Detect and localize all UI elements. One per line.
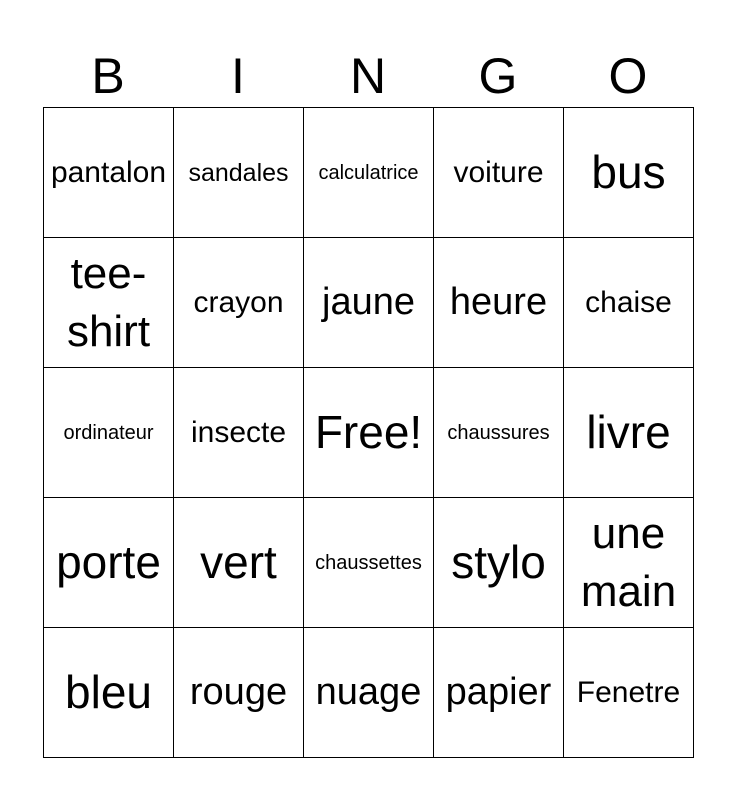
bingo-cell-r4c3[interactable]: chaussettes <box>304 498 434 628</box>
bingo-header <box>43 44 693 108</box>
header-letter-n: N <box>349 48 387 104</box>
bingo-cell-r1c2[interactable]: sandales <box>174 108 304 238</box>
bingo-cell-free-space[interactable]: Free! <box>304 368 434 498</box>
bingo-cell-r5c2[interactable]: rouge <box>174 628 304 758</box>
bingo-cell-r2c4[interactable]: heure <box>434 238 564 368</box>
bingo-board <box>43 107 694 758</box>
bingo-cell-r5c5[interactable]: Fenetre <box>564 628 694 758</box>
header-letter-i: I <box>231 48 245 104</box>
bingo-cell-r2c1[interactable]: tee-shirt <box>44 238 174 368</box>
header-letter-o: O <box>608 48 648 104</box>
bingo-cell-r1c4[interactable]: voiture <box>434 108 564 238</box>
bingo-cell-r4c2[interactable]: vert <box>174 498 304 628</box>
bingo-cell-r2c3[interactable]: jaune <box>304 238 434 368</box>
bingo-cell-r3c1[interactable]: ordinateur <box>44 368 174 498</box>
bingo-cell-r5c3[interactable]: nuage <box>304 628 434 758</box>
bingo-cell-r4c1[interactable]: porte <box>44 498 174 628</box>
bingo-cell-r1c3[interactable]: calculatrice <box>304 108 434 238</box>
bingo-cell-r3c5[interactable]: livre <box>564 368 694 498</box>
header-letter-g: G <box>478 48 518 104</box>
bingo-cell-r5c1[interactable]: bleu <box>44 628 174 758</box>
bingo-cell-r1c5[interactable]: bus <box>564 108 694 238</box>
bingo-cell-r1c1[interactable]: pantalon <box>44 108 174 238</box>
bingo-cell-r4c5[interactable]: une main <box>564 498 694 628</box>
bingo-cell-r3c2[interactable]: insecte <box>174 368 304 498</box>
bingo-cell-r4c4[interactable]: stylo <box>434 498 564 628</box>
bingo-cell-r2c5[interactable]: chaise <box>564 238 694 368</box>
bingo-cell-r3c4[interactable]: chaussures <box>434 368 564 498</box>
bingo-cell-r2c2[interactable]: crayon <box>174 238 304 368</box>
bingo-cell-r5c4[interactable]: papier <box>434 628 564 758</box>
header-letter-b: B <box>91 48 125 104</box>
